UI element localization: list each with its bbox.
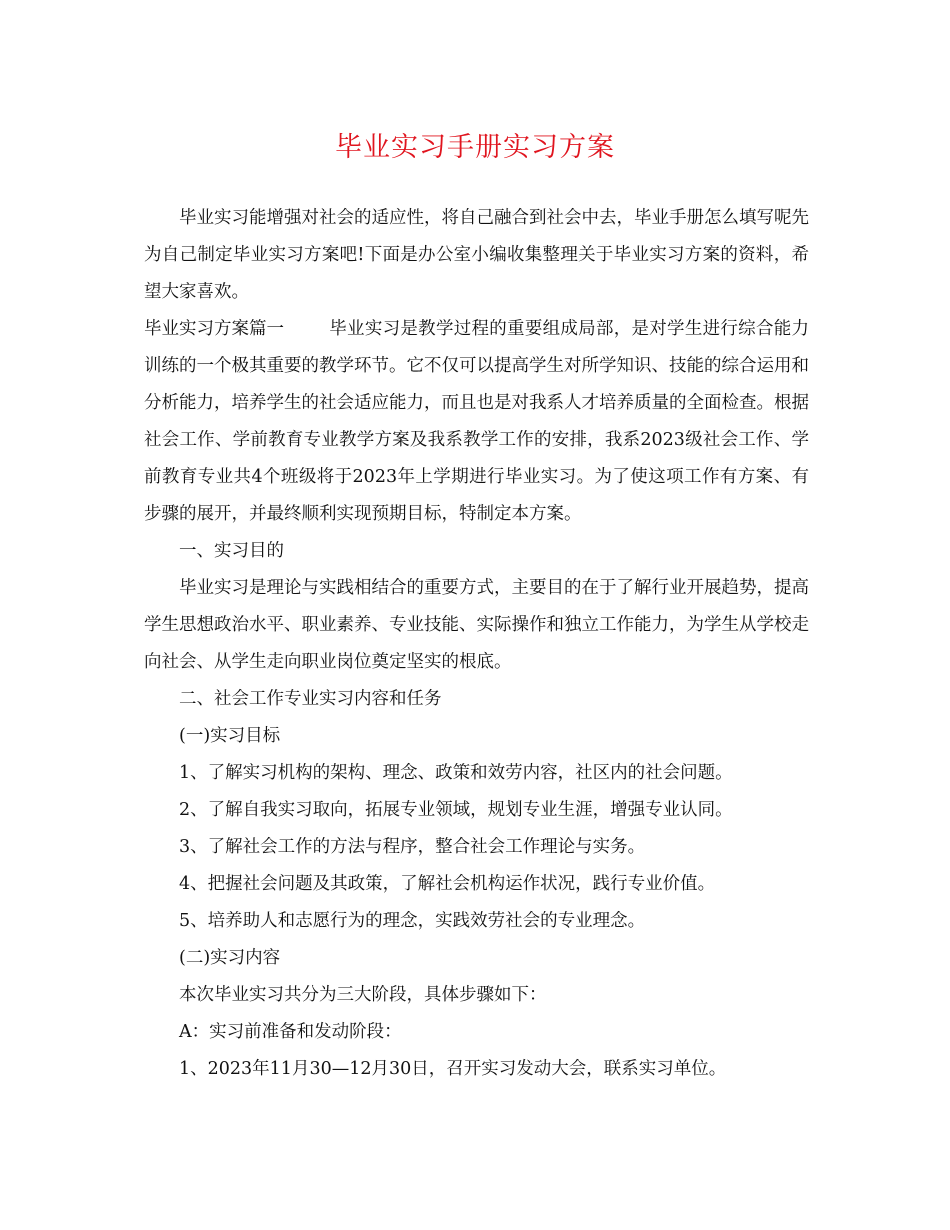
section-body: 毕业实习是教学过程的重要组成局部，是对学生进行综合能力训练的一个极其重要的教学环节。它不仅可以提高学生对所学知识、技能的综合运用和分析能力，培养学生的社会适应能力，而且也是对我系人才培养质量的全面检查。根据社会工作、学前教育专业教学方案及我系教学工作的安排，我系2023级社会工作、学前教育专业共4个班级将于2023年上学期进行毕业实习。为了使这项工作有方案、有步骤的展开，并最终顺利实现预期目标，特制定本方案。 bbox=[144, 319, 809, 524]
goal-item: 5、培养助人和志愿行为的理念，实践效劳社会的专业理念。 bbox=[179, 911, 646, 931]
goal-item: 3、了解社会工作的方法与程序，整合社会工作理论与实务。 bbox=[179, 837, 646, 857]
stage-a-item: 1、2023年11月30—12月30日，召开实习发动大会，联系实习单位。 bbox=[179, 1059, 727, 1079]
heading-purpose: 一、实习目的 bbox=[179, 541, 284, 561]
goal-item: 4、把握社会问题及其政策，了解社会机构运作状况，践行专业价值。 bbox=[179, 874, 716, 894]
stages-intro: 本次毕业实习共分为三大阶段，具体步骤如下： bbox=[179, 985, 547, 1005]
intro-paragraph: 毕业实习能增强对社会的适应性，将自己融合到社会中去，毕业手册怎么填写呢先为自己制定毕业实习方案吧!下面是办公室小编收集整理关于毕业实习方案的资料，希望大家喜欢。 bbox=[144, 208, 809, 302]
section-paragraph bbox=[144, 311, 809, 533]
document-title: 毕业实习手册实习方案 bbox=[335, 132, 615, 163]
purpose-paragraph: 毕业实习是理论与实践相结合的重要方式，主要目的在于了解行业开展趋势，提高学生思想政治水平、职业素养、专业技能、实际操作和独立工作能力，为学生从学校走向社会、从学生走向职业岗位奠定坚实的根底。 bbox=[144, 578, 809, 672]
goal-item: 2、了解自我实习取向，拓展专业领域，规划专业生涯，增强专业认同。 bbox=[179, 800, 733, 820]
document-body bbox=[144, 200, 809, 1088]
goal-item: 1、了解实习机构的架构、理念、政策和效劳内容，社区内的社会问题。 bbox=[179, 763, 733, 783]
subheading-goals: (一)实习目标 bbox=[179, 726, 281, 746]
section-lead: 毕业实习方案篇一 bbox=[144, 319, 284, 339]
subheading-content: (二)实习内容 bbox=[179, 948, 281, 968]
heading-social-work: 二、社会工作专业实习内容和任务 bbox=[179, 689, 442, 709]
stage-a-heading: A：实习前准备和发动阶段： bbox=[179, 1022, 402, 1042]
